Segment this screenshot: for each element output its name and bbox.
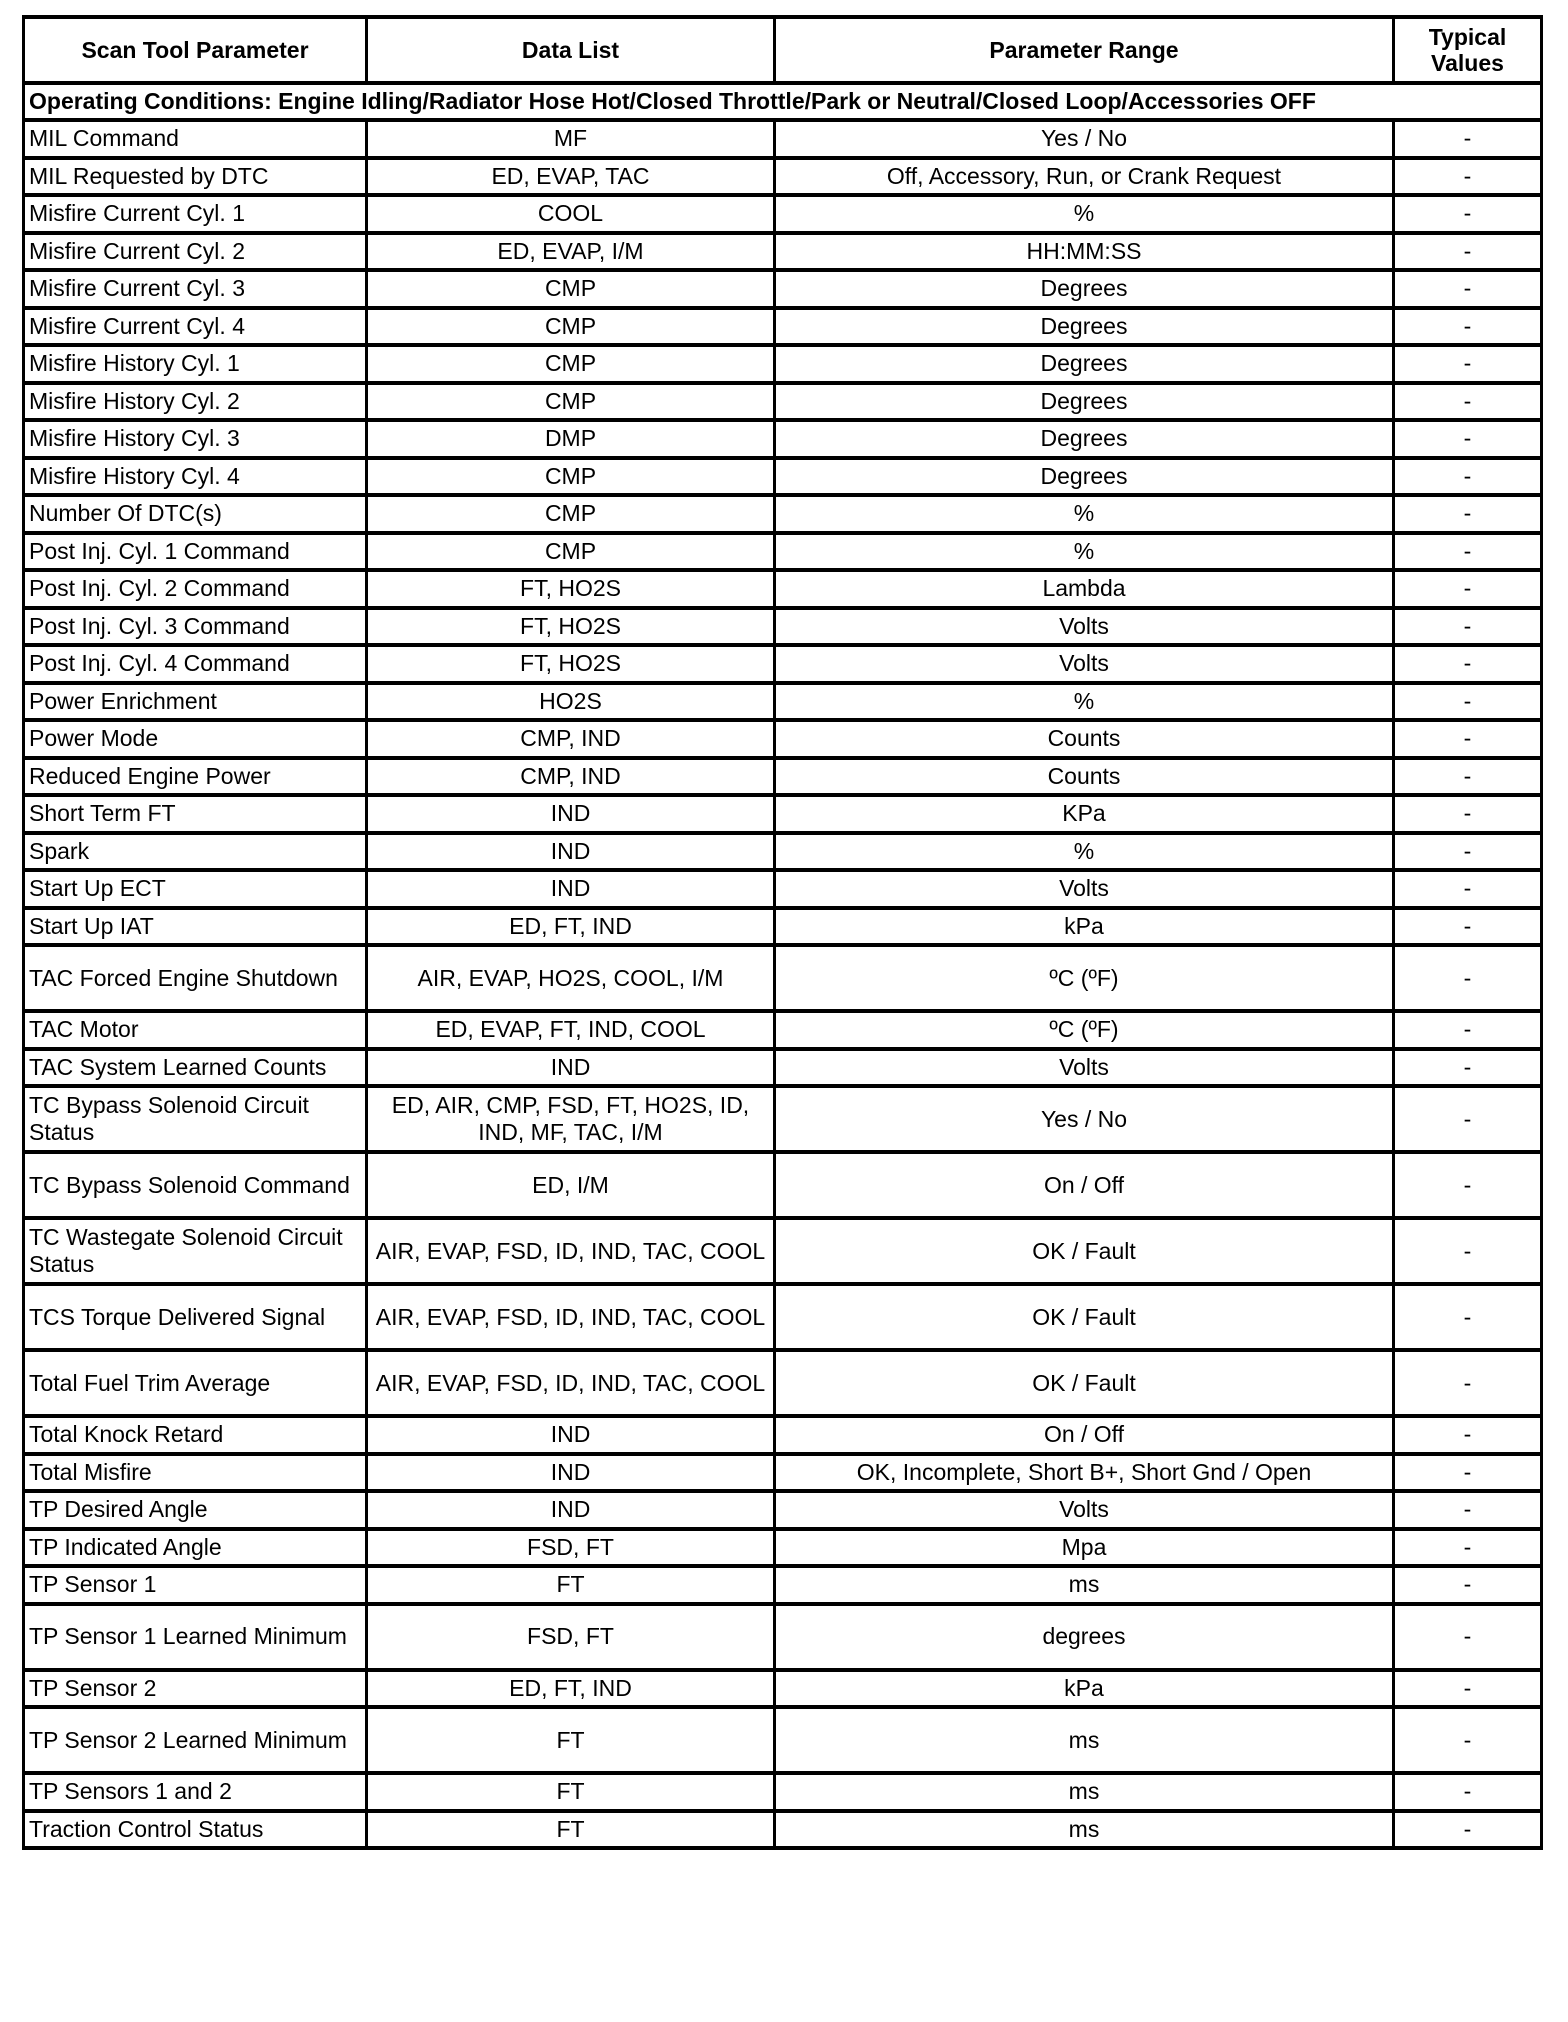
parameter-range-cell: Degrees (775, 345, 1394, 383)
typical-value-cell: - (1394, 570, 1542, 608)
table-row (24, 1011, 1542, 1049)
data-list-cell: ED, FT, IND (367, 908, 775, 946)
parameter-range-cell: Degrees (775, 270, 1394, 308)
data-list-cell: AIR, EVAP, FSD, ID, IND, TAC, COOL (367, 1350, 775, 1416)
table-row (24, 720, 1542, 758)
table-row (24, 533, 1542, 571)
typical-value-cell: - (1394, 458, 1542, 496)
parameter-cell: Traction Control Status (24, 1811, 367, 1849)
parameter-range-cell: % (775, 833, 1394, 871)
parameter-range-cell: Counts (775, 720, 1394, 758)
data-list-cell: CMP (367, 270, 775, 308)
parameter-cell: Start Up ECT (24, 870, 367, 908)
parameter-range-cell: ms (775, 1811, 1394, 1849)
typical-value-cell: - (1394, 833, 1542, 871)
data-list-cell: COOL (367, 195, 775, 233)
table-row (24, 1284, 1542, 1350)
table-row (24, 870, 1542, 908)
table-row (24, 383, 1542, 421)
parameter-range-cell: Counts (775, 758, 1394, 796)
typical-value-cell: - (1394, 1284, 1542, 1350)
typical-value-cell: - (1394, 383, 1542, 421)
table-row (24, 1811, 1542, 1849)
parameter-cell: Total Fuel Trim Average (24, 1350, 367, 1416)
parameter-range-cell: OK / Fault (775, 1350, 1394, 1416)
data-list-cell: CMP (367, 383, 775, 421)
typical-value-cell: - (1394, 1529, 1542, 1567)
parameter-cell: Misfire Current Cyl. 1 (24, 195, 367, 233)
parameter-cell: TP Sensor 2 (24, 1670, 367, 1708)
data-list-cell: IND (367, 1049, 775, 1087)
typical-value-cell: - (1394, 1491, 1542, 1529)
table-row (24, 158, 1542, 196)
parameter-cell: Misfire History Cyl. 1 (24, 345, 367, 383)
header-typical-values: Typical Values (1394, 17, 1542, 83)
parameter-cell: TP Desired Angle (24, 1491, 367, 1529)
data-list-cell: FT, HO2S (367, 645, 775, 683)
table-row (24, 1218, 1542, 1284)
data-list-cell: IND (367, 1454, 775, 1492)
parameter-range-cell: Mpa (775, 1529, 1394, 1567)
typical-value-cell: - (1394, 645, 1542, 683)
typical-value-cell: - (1394, 1350, 1542, 1416)
parameter-cell: Post Inj. Cyl. 2 Command (24, 570, 367, 608)
parameter-range-cell: Degrees (775, 458, 1394, 496)
typical-value-cell: - (1394, 233, 1542, 271)
parameter-cell: TP Indicated Angle (24, 1529, 367, 1567)
parameter-cell: TC Bypass Solenoid Circuit Status (24, 1086, 367, 1152)
parameter-cell: Misfire History Cyl. 4 (24, 458, 367, 496)
table-row (24, 233, 1542, 271)
data-list-cell: AIR, EVAP, HO2S, COOL, I/M (367, 945, 775, 1011)
data-list-cell: CMP (367, 533, 775, 571)
data-list-cell: IND (367, 833, 775, 871)
parameter-cell: Power Enrichment (24, 683, 367, 721)
parameter-cell: TP Sensor 1 Learned Minimum (24, 1604, 367, 1670)
parameter-cell: TAC System Learned Counts (24, 1049, 367, 1087)
parameter-range-cell: kPa (775, 908, 1394, 946)
parameter-range-cell: % (775, 683, 1394, 721)
data-list-cell: ED, AIR, CMP, FSD, FT, HO2S, ID, IND, MF, TAC, I/M (367, 1086, 775, 1152)
typical-value-cell: - (1394, 945, 1542, 1011)
table-row (24, 1670, 1542, 1708)
scan-tool-data-table (22, 15, 1543, 1850)
table-row (24, 1604, 1542, 1670)
typical-value-cell: - (1394, 795, 1542, 833)
parameter-range-cell: ms (775, 1566, 1394, 1604)
data-list-cell: AIR, EVAP, FSD, ID, IND, TAC, COOL (367, 1218, 775, 1284)
typical-value-cell: - (1394, 908, 1542, 946)
parameter-range-cell: ms (775, 1707, 1394, 1773)
data-list-cell: FT (367, 1811, 775, 1849)
typical-value-cell: - (1394, 495, 1542, 533)
data-list-cell: CMP (367, 345, 775, 383)
parameter-range-cell: ºC (ºF) (775, 945, 1394, 1011)
typical-value-cell: - (1394, 1773, 1542, 1811)
parameter-range-cell: Volts (775, 1491, 1394, 1529)
parameter-range-cell: Degrees (775, 383, 1394, 421)
table-row (24, 495, 1542, 533)
parameter-range-cell: % (775, 495, 1394, 533)
parameter-range-cell: % (775, 533, 1394, 571)
parameter-cell: Post Inj. Cyl. 3 Command (24, 608, 367, 646)
table-row (24, 683, 1542, 721)
parameter-range-cell: OK / Fault (775, 1218, 1394, 1284)
data-list-cell: HO2S (367, 683, 775, 721)
data-list-cell: AIR, EVAP, FSD, ID, IND, TAC, COOL (367, 1284, 775, 1350)
data-list-cell: IND (367, 1416, 775, 1454)
data-list-cell: FT, HO2S (367, 608, 775, 646)
table-row (24, 833, 1542, 871)
table-row (24, 458, 1542, 496)
data-list-cell: CMP (367, 495, 775, 533)
typical-value-cell: - (1394, 720, 1542, 758)
parameter-cell: Misfire History Cyl. 3 (24, 420, 367, 458)
typical-value-cell: - (1394, 270, 1542, 308)
typical-value-cell: - (1394, 608, 1542, 646)
data-list-cell: FT (367, 1707, 775, 1773)
parameter-range-cell: Degrees (775, 420, 1394, 458)
typical-value-cell: - (1394, 420, 1542, 458)
parameter-range-cell: ºC (ºF) (775, 1011, 1394, 1049)
data-list-cell: CMP (367, 458, 775, 496)
data-list-cell: IND (367, 870, 775, 908)
data-list-cell: CMP, IND (367, 720, 775, 758)
parameter-range-cell: Yes / No (775, 1086, 1394, 1152)
table-row (24, 1086, 1542, 1152)
typical-value-cell: - (1394, 870, 1542, 908)
typical-value-cell: - (1394, 120, 1542, 158)
parameter-range-cell: On / Off (775, 1416, 1394, 1454)
data-list-cell: MF (367, 120, 775, 158)
header-scan-tool-parameter: Scan Tool Parameter (24, 17, 367, 83)
parameter-cell: Misfire Current Cyl. 4 (24, 308, 367, 346)
data-list-cell: CMP, IND (367, 758, 775, 796)
table-row (24, 420, 1542, 458)
parameter-cell: TP Sensors 1 and 2 (24, 1773, 367, 1811)
typical-value-cell: - (1394, 1152, 1542, 1218)
parameter-range-cell: HH:MM:SS (775, 233, 1394, 271)
typical-value-cell: - (1394, 1218, 1542, 1284)
data-list-cell: IND (367, 795, 775, 833)
data-list-cell: DMP (367, 420, 775, 458)
table-row (24, 1707, 1542, 1773)
parameter-cell: TC Wastegate Solenoid Circuit Status (24, 1218, 367, 1284)
parameter-range-cell: degrees (775, 1604, 1394, 1670)
table-row (24, 120, 1542, 158)
parameter-cell: Post Inj. Cyl. 1 Command (24, 533, 367, 571)
typical-value-cell: - (1394, 308, 1542, 346)
parameter-range-cell: OK, Incomplete, Short B+, Short Gnd / Open (775, 1454, 1394, 1492)
table-row (24, 758, 1542, 796)
parameter-cell: Misfire History Cyl. 2 (24, 383, 367, 421)
typical-value-cell: - (1394, 345, 1542, 383)
table-row (24, 645, 1542, 683)
parameter-cell: TP Sensor 2 Learned Minimum (24, 1707, 367, 1773)
data-list-cell: ED, EVAP, FT, IND, COOL (367, 1011, 775, 1049)
data-list-cell: FT (367, 1773, 775, 1811)
parameter-range-cell: % (775, 195, 1394, 233)
parameter-range-cell: ms (775, 1773, 1394, 1811)
table-row (24, 1529, 1542, 1567)
parameter-cell: Total Misfire (24, 1454, 367, 1492)
typical-value-cell: - (1394, 683, 1542, 721)
parameter-cell: Misfire Current Cyl. 3 (24, 270, 367, 308)
data-list-cell: FSD, FT (367, 1604, 775, 1670)
typical-value-cell: - (1394, 195, 1542, 233)
table-row (24, 945, 1542, 1011)
data-list-cell: FT, HO2S (367, 570, 775, 608)
operating-conditions-row (24, 83, 1542, 120)
parameter-cell: TP Sensor 1 (24, 1566, 367, 1604)
parameter-cell: TAC Forced Engine Shutdown (24, 945, 367, 1011)
typical-value-cell: - (1394, 1670, 1542, 1708)
typical-value-cell: - (1394, 533, 1542, 571)
parameter-cell: Misfire Current Cyl. 2 (24, 233, 367, 271)
table-row (24, 1773, 1542, 1811)
data-list-cell: FSD, FT (367, 1529, 775, 1567)
parameter-range-cell: Degrees (775, 308, 1394, 346)
parameter-range-cell: On / Off (775, 1152, 1394, 1218)
header-parameter-range: Parameter Range (775, 17, 1394, 83)
table-row (24, 308, 1542, 346)
data-list-cell: ED, FT, IND (367, 1670, 775, 1708)
typical-value-cell: - (1394, 1604, 1542, 1670)
parameter-cell: Power Mode (24, 720, 367, 758)
data-list-cell: FT (367, 1566, 775, 1604)
typical-value-cell: - (1394, 1707, 1542, 1773)
table-row (24, 1491, 1542, 1529)
table-row (24, 1350, 1542, 1416)
operating-conditions: Operating Conditions: Engine Idling/Radiator Hose Hot/Closed Throttle/Park or Neutral/Closed Loop/Accessories OFF (24, 83, 1542, 120)
data-list-cell: CMP (367, 308, 775, 346)
parameter-cell: Spark (24, 833, 367, 871)
table-row (24, 1566, 1542, 1604)
data-list-cell: ED, EVAP, TAC (367, 158, 775, 196)
parameter-cell: TC Bypass Solenoid Command (24, 1152, 367, 1218)
table-row (24, 270, 1542, 308)
table-row (24, 908, 1542, 946)
typical-value-cell: - (1394, 1454, 1542, 1492)
parameter-range-cell: Volts (775, 1049, 1394, 1087)
parameter-cell: Reduced Engine Power (24, 758, 367, 796)
parameter-range-cell: OK / Fault (775, 1284, 1394, 1350)
parameter-range-cell: Yes / No (775, 120, 1394, 158)
parameter-range-cell: Off, Accessory, Run, or Crank Request (775, 158, 1394, 196)
table-row (24, 1416, 1542, 1454)
typical-value-cell: - (1394, 1049, 1542, 1087)
table-row (24, 195, 1542, 233)
header-row (24, 17, 1542, 83)
table-row (24, 608, 1542, 646)
table-row (24, 345, 1542, 383)
typical-value-cell: - (1394, 1811, 1542, 1849)
parameter-cell: Number Of DTC(s) (24, 495, 367, 533)
parameter-range-cell: Volts (775, 645, 1394, 683)
parameter-range-cell: KPa (775, 795, 1394, 833)
parameter-range-cell: kPa (775, 1670, 1394, 1708)
parameter-range-cell: Volts (775, 608, 1394, 646)
table-row (24, 1454, 1542, 1492)
table-body (24, 83, 1542, 1848)
table-row (24, 1152, 1542, 1218)
typical-value-cell: - (1394, 758, 1542, 796)
parameter-cell: Post Inj. Cyl. 4 Command (24, 645, 367, 683)
header-data-list: Data List (367, 17, 775, 83)
parameter-cell: MIL Requested by DTC (24, 158, 367, 196)
table-row (24, 1049, 1542, 1087)
table-row (24, 570, 1542, 608)
data-list-cell: IND (367, 1491, 775, 1529)
data-list-cell: ED, EVAP, I/M (367, 233, 775, 271)
parameter-cell: MIL Command (24, 120, 367, 158)
typical-value-cell: - (1394, 1566, 1542, 1604)
data-list-cell: ED, I/M (367, 1152, 775, 1218)
typical-value-cell: - (1394, 1416, 1542, 1454)
typical-value-cell: - (1394, 1011, 1542, 1049)
table-row (24, 795, 1542, 833)
parameter-cell: Short Term FT (24, 795, 367, 833)
typical-value-cell: - (1394, 158, 1542, 196)
parameter-range-cell: Volts (775, 870, 1394, 908)
parameter-cell: TAC Motor (24, 1011, 367, 1049)
parameter-cell: Start Up IAT (24, 908, 367, 946)
parameter-cell: TCS Torque Delivered Signal (24, 1284, 367, 1350)
parameter-range-cell: Lambda (775, 570, 1394, 608)
typical-value-cell: - (1394, 1086, 1542, 1152)
parameter-cell: Total Knock Retard (24, 1416, 367, 1454)
